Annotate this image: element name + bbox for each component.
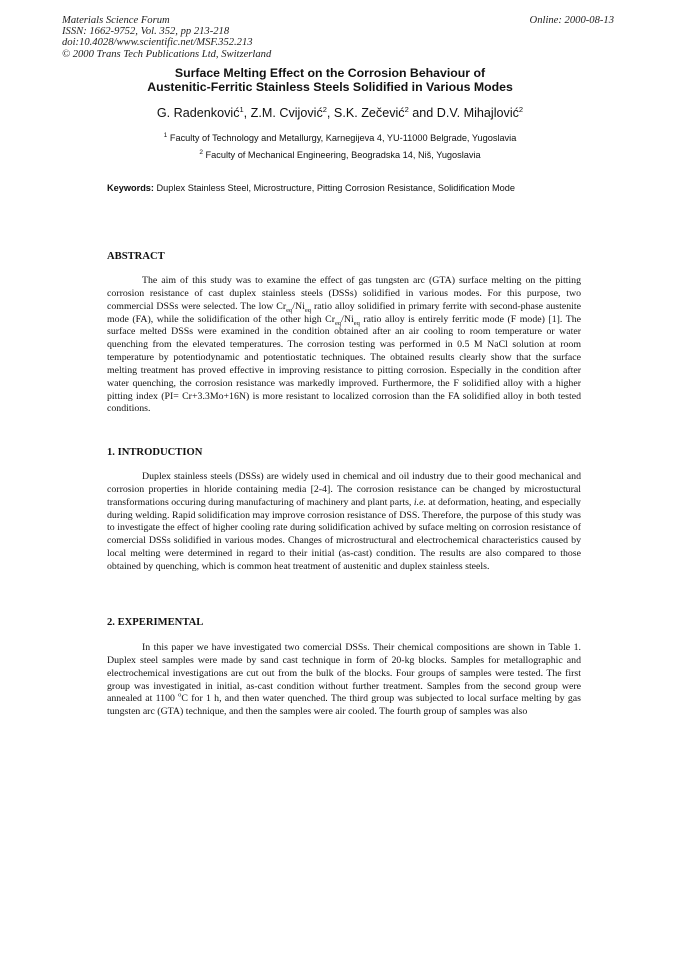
author-affiliation-mark: 2 bbox=[322, 104, 327, 114]
keywords bbox=[107, 182, 547, 194]
degree-superscript: o bbox=[178, 692, 182, 700]
copyright-line: © 2000 Trans Tech Publications Ltd, Switzerland bbox=[62, 48, 272, 60]
author-conjunction: and bbox=[412, 106, 434, 120]
subscript: eq bbox=[335, 319, 342, 327]
journal-header bbox=[62, 15, 271, 60]
journal-name: Materials Science Forum bbox=[62, 15, 170, 26]
abstract-text: The aim of this study was to examine the effect of gas tungsten arc (GTA) surface melting on the pitting corrosion resistance of cast duplex stainless steels (DSSs) solidified in various modes. For this purpose, two commercial DSSs were selected. The low Cr bbox=[107, 275, 581, 312]
paper-title bbox=[80, 66, 580, 94]
author-name: S.K. Zečević bbox=[333, 106, 405, 120]
experimental-text: C for 1 h, and then water quenched. The third group was subjected to local surface melting by gas tungsten arc (GTA) technique, and then the samples were air cooled. The fourth group of samples was also bbox=[107, 693, 581, 718]
abstract-text: ratio alloy solidified in primary ferrite with second-phase austenite mode (FA), while the solidification of the other high Cr bbox=[107, 300, 581, 325]
affiliation-mark: 2 bbox=[199, 148, 203, 156]
abstract-text: /Ni bbox=[292, 300, 305, 312]
author-name: Z.M. Cvijović bbox=[250, 106, 323, 120]
introduction-paragraph bbox=[107, 471, 581, 574]
introduction-text: at deformation, heating, and especially during welding. Rapid solidification may improve corrosion resistance of DSS. Therefore, the purpose of this study was to investigate the effect of higher cooling rate during solidification achived by suface melting on corrosion resistance of comercial DSSs solidified in various modes. Changes of microstructural and electrochemical characteristics caused by local melting were determined in regard to their initial (as-cast) condition. The results are also compared to those obtained by quenching, which is common heat treatment of austenitic and duplex stainless steels. bbox=[107, 496, 581, 572]
author-name: G. Radenković bbox=[156, 106, 240, 120]
abstract-heading: ABSTRACT bbox=[107, 251, 165, 262]
subscript: eq bbox=[286, 306, 293, 314]
title-line-2: Austenitic-Ferritic Stainless Steels Solidified in Various Modes bbox=[147, 80, 513, 94]
introduction-text: Duplex stainless steels (DSSs) are widely used in chemical and oil industry due to their good mechanical and corrosion properties in hloride containing media [2-4]. The corrosion resistance can be changed by microstuctural transformations occuring during manufacturing of machinery and plant parts, bbox=[107, 471, 581, 508]
affiliation-text: Faculty of Mechanical Engineering, Beogradska 14, Niš, Yugoslavia bbox=[205, 150, 481, 160]
author-name: D.V. Mihajlović bbox=[436, 106, 519, 120]
affiliation-text: Faculty of Technology and Metallurgy, Karnegijeva 4, YU-11000 Belgrade, Yugoslavia bbox=[169, 133, 517, 143]
experimental-paragraph bbox=[107, 642, 581, 719]
abstract-paragraph bbox=[107, 275, 581, 416]
online-date: Online: 2000-08-13 bbox=[529, 15, 614, 26]
author-affiliation-mark: 1 bbox=[239, 104, 244, 114]
abstract-text: ratio alloy is entirely ferritic mode (F mode) [1]. The surface melted DSSs were examined in the condition obtained after an air cooling to room temperature or water quenching from the elevated temperatures. The corrosion testing was performed in 0.5 M NaCl solution at room temperature by potentiodynamic and potentiostatic techniques. The obtained results clearly show that the surface melting treatment has proved effective in improving resistance to pitting corrosion. Especially in the condition after water quenching, the corrosion resistance was markedly improved. Furthermore, the F solidified alloy with a higher pitting index (PI= Cr+3.3Mo+16N) is more resistant to localized corrosion than the FA solidified alloy in both tested conditions. bbox=[107, 313, 581, 415]
introduction-heading: 1. INTRODUCTION bbox=[107, 447, 203, 458]
experimental-text: In this paper we have investigated two comercial DSSs. Their chemical compositions are shown in Table 1. Duplex steel samples were made by sand cast technique in form of 20-kg blocks. Samples for metallographic and electrochemical investigations are cut out from the bulk of the blocks. Four groups of samples were tested. The first group was investigated in initial, as-cast condition without further treatment. Samples from the second group were annealed at 1100 bbox=[107, 642, 581, 705]
issn-line: ISSN: 1662-9752, Vol. 352, pp 213-218 bbox=[62, 26, 230, 38]
affiliation-mark: 1 bbox=[163, 131, 168, 139]
doi-line: doi:10.4028/www.scientific.net/MSF.352.213 bbox=[62, 37, 253, 49]
subscript: eq bbox=[353, 319, 360, 327]
author-affiliation-mark: 2 bbox=[404, 104, 409, 114]
title-line-1: Surface Melting Effect on the Corrosion Behaviour of bbox=[174, 66, 486, 80]
affiliation-2 bbox=[60, 150, 620, 160]
abstract-text: /Ni bbox=[341, 313, 354, 325]
author-list: G. Radenković$^1$, Z.M. Cvijović$^2$, S.K. Zečević$^2$ and D.V. Mihajlović$^2$ bbox=[156, 104, 524, 120]
italic-text: i.e. bbox=[413, 496, 426, 508]
keywords-text: Duplex Stainless Steel, Microstructure, Pitting Corrosion Resistance, Solidification Mode bbox=[156, 183, 516, 193]
keywords-label: Keywords: bbox=[107, 183, 154, 193]
subscript: eq bbox=[304, 306, 312, 314]
author-affiliation-mark: 2 bbox=[518, 104, 524, 114]
affiliation-1 bbox=[60, 133, 620, 143]
experimental-heading: 2. EXPERIMENTAL bbox=[107, 617, 204, 628]
